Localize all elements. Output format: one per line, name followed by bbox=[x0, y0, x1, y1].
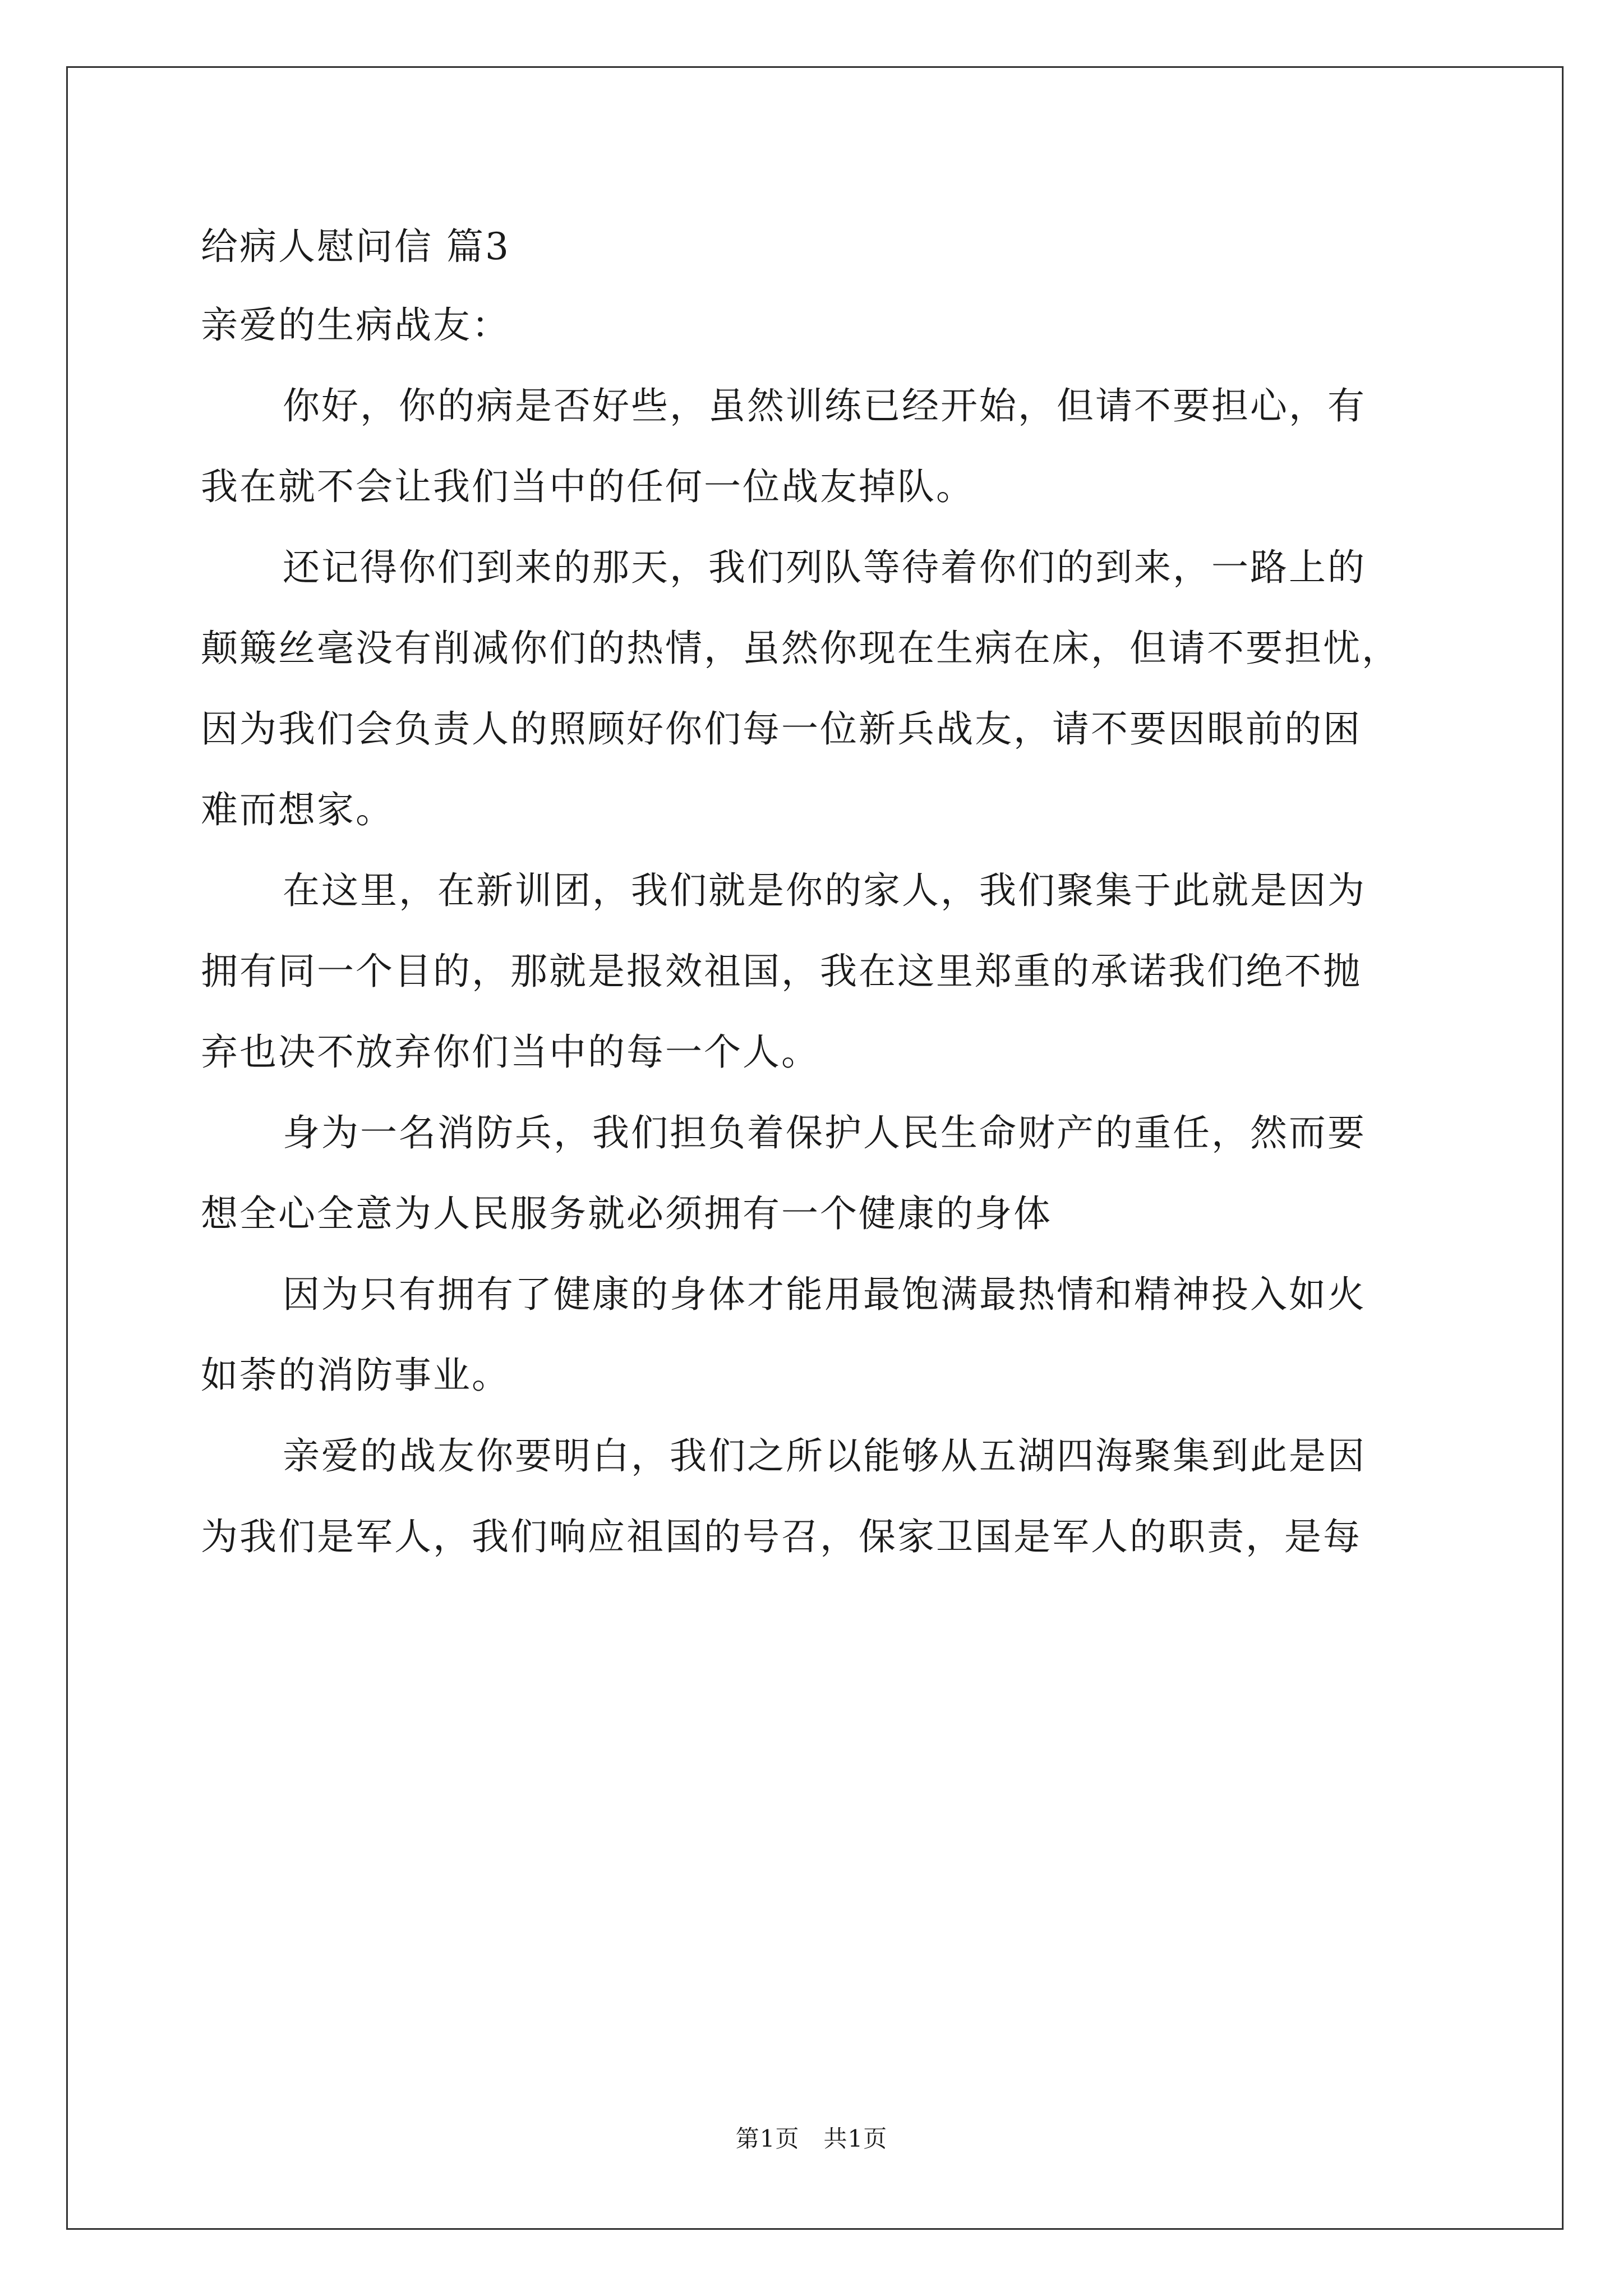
paragraph-line: 如荼的消防事业。 bbox=[201, 1354, 510, 1397]
paragraph-line: 因为只有拥有了健康的身体才能用最饱满最热情和精神投入如火 bbox=[283, 1273, 1366, 1316]
paragraph-line: 为我们是军人，我们响应祖国的号召，保家卫国是军人的职责，是每 bbox=[201, 1515, 1362, 1558]
letter-title: 给病人慰问信 篇3 bbox=[201, 225, 510, 268]
paragraph-line: 颠簸丝毫没有削减你们的热情，虽然你现在生病在床，但请不要担忧， bbox=[201, 627, 1400, 670]
paragraph-line: 在这里，在新训团，我们就是你的家人，我们聚集于此就是因为 bbox=[283, 869, 1366, 912]
paragraph-line: 身为一名消防兵，我们担负着保护人民生命财产的重任，然而要 bbox=[283, 1111, 1366, 1154]
paragraph-line: 拥有同一个目的，那就是报效祖国，我在这里郑重的承诺我们绝不抛 bbox=[201, 950, 1362, 993]
paragraph-line: 还记得你们到来的那天，我们列队等待着你们的到来，一路上的 bbox=[283, 546, 1366, 589]
paragraph-line: 想全心全意为人民服务就必须拥有一个健康的身体 bbox=[201, 1192, 1052, 1235]
salutation: 亲爱的生病战友： bbox=[201, 303, 510, 347]
paragraph-line: 你好，你的病是否好些，虽然训练已经开始，但请不要担心，有 bbox=[283, 384, 1366, 427]
paragraph-line: 亲爱的战友你要明白，我们之所以能够从五湖四海聚集到此是因 bbox=[283, 1434, 1366, 1478]
paragraph-line: 因为我们会负责人的照顾好你们每一位新兵战友，请不要因眼前的困 bbox=[201, 707, 1362, 751]
paragraph-line: 难而想家。 bbox=[201, 788, 394, 831]
paragraph-line: 我在就不会让我们当中的任何一位战友掉队。 bbox=[201, 465, 975, 508]
page-number: 第1页 共1页 bbox=[735, 2125, 888, 2152]
paragraph-line: 弃也决不放弃你们当中的每一个人。 bbox=[201, 1030, 820, 1074]
